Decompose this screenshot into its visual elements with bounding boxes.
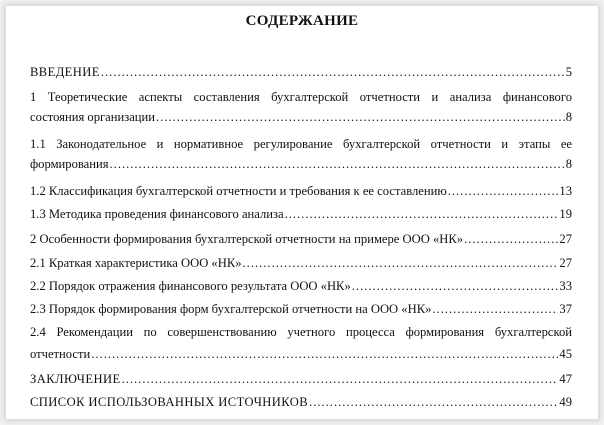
toc-leader-dots [243,255,559,271]
toc-page-number: 8 [565,110,572,124]
toc-leader-dots [156,109,565,125]
toc-entry-label: ВВЕДЕНИЕ [30,65,100,79]
toc-leader-dots [352,278,559,294]
toc-entry-conclusion[interactable] [30,371,572,387]
toc-entry-label: 2 Особенности формирования бухгалтерской отчетности на примере ООО «НК» [30,232,464,246]
toc-entry-label: 1.2 Классификация бухгалтерской отчетности и требования к ее составлению [30,184,447,198]
toc-entry-section-2-1[interactable] [30,255,572,271]
toc-page-number: 45 [559,347,572,361]
toc-entry-section-1-2[interactable] [30,183,572,199]
toc-leader-dots [448,183,559,199]
toc-page-number: 13 [559,184,572,198]
toc-entry-references[interactable] [30,394,572,410]
toc-entry-introduction[interactable] [30,64,572,80]
toc-entry-chapter-1[interactable] [30,89,572,125]
toc-entry-section-1-3[interactable] [30,206,572,222]
toc-entry-section-1-1[interactable] [30,136,572,172]
toc-entry-section-2-4[interactable] [30,324,572,362]
toc-entry-label: ЗАКЛЮЧЕНИЕ [30,372,121,386]
toc-entry-label: 1.3 Методика проведения финансового анализа [30,207,284,221]
toc-page-number: 8 [565,157,572,171]
toc-leader-dots [309,394,558,410]
toc-entry-label: 2.2 Порядок отражения финансового результата ООО «НК» [30,279,351,293]
toc-entry-label-continued: состояния организации [30,110,156,124]
toc-page-number: 5 [565,65,572,79]
toc-leader-dots [110,156,565,172]
toc-entry-section-2-2[interactable] [30,278,572,294]
toc-leader-dots [91,346,558,362]
toc-entry-label: СПИСОК ИСПОЛЬЗОВАННЫХ ИСТОЧНИКОВ [30,395,309,409]
toc-entry-section-2-3[interactable] [30,301,572,317]
toc-page-number: 49 [559,395,572,409]
toc-entry-label: 2.4 Рекомендации по совершенствованию учетного процесса формирования бухгалтерской [30,325,572,339]
toc-page-number: 27 [559,232,572,246]
toc-entry-label-continued: формирования [30,157,109,171]
toc-page-number: 37 [559,302,572,316]
toc-entry-label: 1 Теоретические аспекты составления бухгалтерской отчетности и анализа финансового [30,90,572,104]
toc-page-number: 27 [559,256,572,270]
page-title: СОДЕРЖАНИЕ [245,13,359,29]
toc-leader-dots [101,64,565,80]
toc-page-number: 47 [559,372,572,386]
toc-entry-chapter-2[interactable] [30,231,572,247]
toc-leader-dots [285,206,559,222]
toc-entry-label: 1.1 Законодательное и нормативное регулирование бухгалтерской отчетности и этапы ее [30,137,572,151]
toc-entry-label-continued: отчетности [30,347,91,361]
toc-entry-label: 2.1 Краткая характеристика ООО «НК» [30,256,242,270]
toc-leader-dots [464,231,558,247]
toc-leader-dots [122,371,559,387]
toc-page-number: 19 [559,207,572,221]
toc-leader-dots [432,301,558,317]
toc-page-number: 33 [559,279,572,293]
toc-entry-label: 2.3 Порядок формирования форм бухгалтерской отчетности на ООО «НК» [30,302,432,316]
